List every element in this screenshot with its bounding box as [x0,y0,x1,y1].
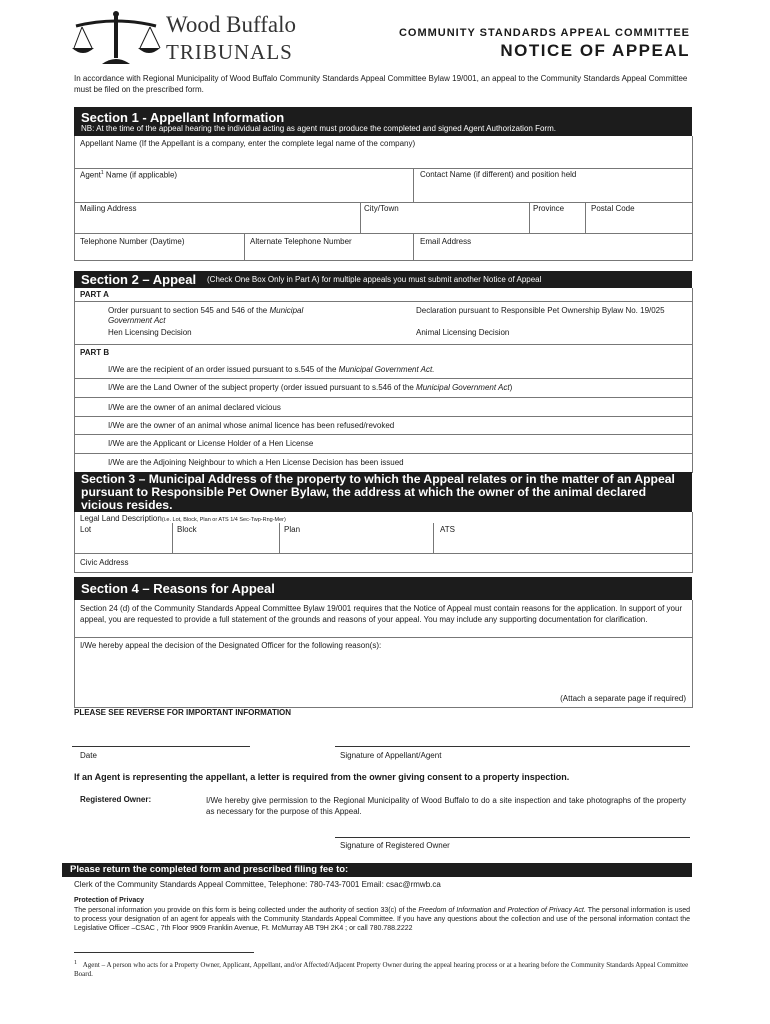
option-hen-licensing[interactable]: Hen Licensing Decision [108,328,192,337]
section4-body: Section 24 (d) of the Community Standards Appeal Committee Bylaw 19/001 requires that the Notice of Appeal must contain reasons for the application. In support of your appeal, you are requested to provide a full statement of the grounds and reasons of your appeal. You may include any supporting documentation for clarification. [80,604,683,624]
logo-line1: Wood Buffalo [166,12,296,37]
scales-of-justice-icon [70,10,162,68]
part-b-label: PART B [80,348,110,357]
email-field[interactable]: Email Address [420,237,472,246]
registered-owner-label: Registered Owner: [80,795,152,804]
option-pet-declaration[interactable]: Declaration pursuant to Responsible Pet Ownership Bylaw No. 19/025 [416,306,665,315]
section2-title: Section 2 – Appeal [81,272,197,287]
return-title: Please return the completed form and prescribed filing fee to: [70,864,349,875]
plan-field[interactable]: Plan [284,525,301,534]
privacy-title: Protection of Privacy [74,897,145,904]
mailing-address-field[interactable]: Mailing Address [80,204,137,213]
legal-land-hint: (i.e. Lot, Block, Plan or ATS 1/4 Sec-Twp-Rng-Mer) [161,517,286,523]
section1-title: Section 1 - Appellant Information [81,110,285,125]
intro-text: In accordance with Regional Municipality of Wood Buffalo Community Standards Appeal Committee Bylaw 19/001, an appeal to the Community Standards Appeal Committee must be filed on the prescribed form. [74,74,688,94]
page-title: NOTICE OF APPEAL [500,41,690,60]
date-input[interactable] [72,728,250,746]
lot-field[interactable]: Lot [80,525,92,534]
appellant-signature-label: Signature of Appellant/Agent [340,751,442,760]
agent-name-label: Name (if applicable) [105,170,178,180]
option-mga-order-act: Municipal Government Act [108,306,304,325]
part-b-option-land-owner[interactable] [108,383,512,392]
footnote-text: Agent – A person who acts for a Property Owner, Applicant, Appellant, and/or Affected/Adjacent Property Owner during the appeal hearing process or at a hearing before the Community Standards Appeal Committee Board. [74,961,689,979]
reasons-textarea[interactable] [75,653,690,693]
part-b-option-recipient[interactable] [108,365,434,374]
privacy-act-name: Freedom of Information and Protection of Privacy Act. [418,907,586,914]
reasons-prompt: I/We hereby appeal the decision of the Designated Officer for the following reason(s): [80,641,382,650]
part-b-option-land-owner-label: I/We are the Land Owner of the subject property (order issued pursuant to s.546 of the [108,383,414,392]
block-field[interactable]: Block [177,525,197,534]
reverse-note: PLEASE SEE REVERSE FOR IMPORTANT INFORMATION [74,708,292,717]
daytime-phone-field[interactable]: Telephone Number (Daytime) [80,237,185,246]
return-header [62,863,692,877]
footnote [74,959,690,979]
section4-title: Section 4 – Reasons for Appeal [81,581,275,596]
section1-header [74,107,692,136]
registered-owner-permission: I/We hereby give permission to the Regional Municipality of Wood Buffalo to do a site inspection and take photographs of the property as necessary for the purpose of this Appeal. [206,796,686,816]
option-mga-order-label: Order pursuant to section 545 and 546 of the [108,306,268,315]
appellant-name-field[interactable]: Appellant Name (If the Appellant is a company, enter the complete legal name of the company) [80,139,416,148]
legal-land-label: Legal Land Description [80,514,162,523]
part-b-option-recipient-act: Municipal Government Act. [338,365,435,374]
clerk-contact: Clerk of the Community Standards Appeal Committee, Telephone: 780-743-7001 Email: csac@rmwb.ca [74,880,441,889]
postal-code-field[interactable]: Postal Code [591,204,635,213]
part-b-option-vicious-owner[interactable]: I/We are the owner of an animal declared vicious [108,403,281,412]
privacy-text [74,906,690,933]
part-a-label: PART A [80,290,109,299]
option-mga-order[interactable] [108,306,338,326]
committee-heading: COMMUNITY STANDARDS APPEAL COMMITTEE [398,27,690,39]
owner-signature-input[interactable] [335,819,690,837]
part-b-option-hen-holder[interactable]: I/We are the Applicant or License Holder of a Hen License [108,439,314,448]
logo [70,10,300,68]
legal-land-description [80,514,286,523]
agent-word: Agent [80,170,101,180]
city-field[interactable]: City/Town [364,204,399,213]
owner-signature-label: Signature of Registered Owner [340,841,450,850]
section2-subtitle: (Check One Box Only in Part A) for multiple appeals you must submit another Notice of Appeal [207,275,542,284]
appellant-signature-input[interactable] [335,728,690,746]
part-b-option-neighbour[interactable]: I/We are the Adjoining Neighbour to which a Hen License Decision has been issued [108,458,404,467]
date-label: Date [80,751,97,760]
logo-line2: TRIBUNALS [166,40,293,64]
option-animal-licensing[interactable]: Animal Licensing Decision [416,328,510,337]
privacy-text-1: The personal information you provide on this form is being collected under the authority of section 33(c) of the [74,907,417,914]
footnote-number: 1 [74,960,77,966]
civic-address-field[interactable]: Civic Address [80,558,129,567]
section3-header [74,472,692,512]
part-b-option-licence-refused[interactable]: I/We are the owner of an animal whose animal licence has been refused/revoked [108,421,395,430]
part-b-option-land-owner-act: Municipal Government Act [416,383,510,392]
ats-field[interactable]: ATS [440,525,455,534]
section2-header [74,271,692,288]
section3-title: Section 3 – Municipal Address of the property to which the Appeal relates or in the matter of an Appeal pursuant to Responsible Pet Owner Bylaw, the address at which the owner of the animal declared vicious resides. [81,472,675,512]
province-field[interactable]: Province [533,204,565,213]
privacy-text-2: The personal information is used to process your designation of an agent for appeals with the Community Standards Appeal Committee. If you have any questions about the collection and use of the personal information contact the Legislative Officer –CSAC , 7th Floor 9909 Franklin Avenue, Ft. McMurray AB T9H 2K4 ; or call 780.788.2222 [74,907,690,932]
contact-name-field[interactable]: Contact Name (if different) and position held [420,170,577,179]
agent-footnote-ref: 1 [100,170,104,176]
section1-note: NB: At the time of the appeal hearing the individual acting as agent must produce the completed and signed Agent Authorization Form. [81,124,556,133]
agent-notice: If an Agent is representing the appellant, a letter is required from the owner giving consent to a property inspection. [74,772,570,782]
agent-name-field[interactable] [80,170,177,180]
alternate-phone-field[interactable]: Alternate Telephone Number [250,237,352,246]
section4-header [74,577,692,600]
part-b-option-recipient-label: I/We are the recipient of an order issued pursuant to s.545 of the [108,365,337,374]
part-b-option-land-owner-close: ) [509,383,513,392]
attach-note: (Attach a separate page if required) [560,694,686,703]
